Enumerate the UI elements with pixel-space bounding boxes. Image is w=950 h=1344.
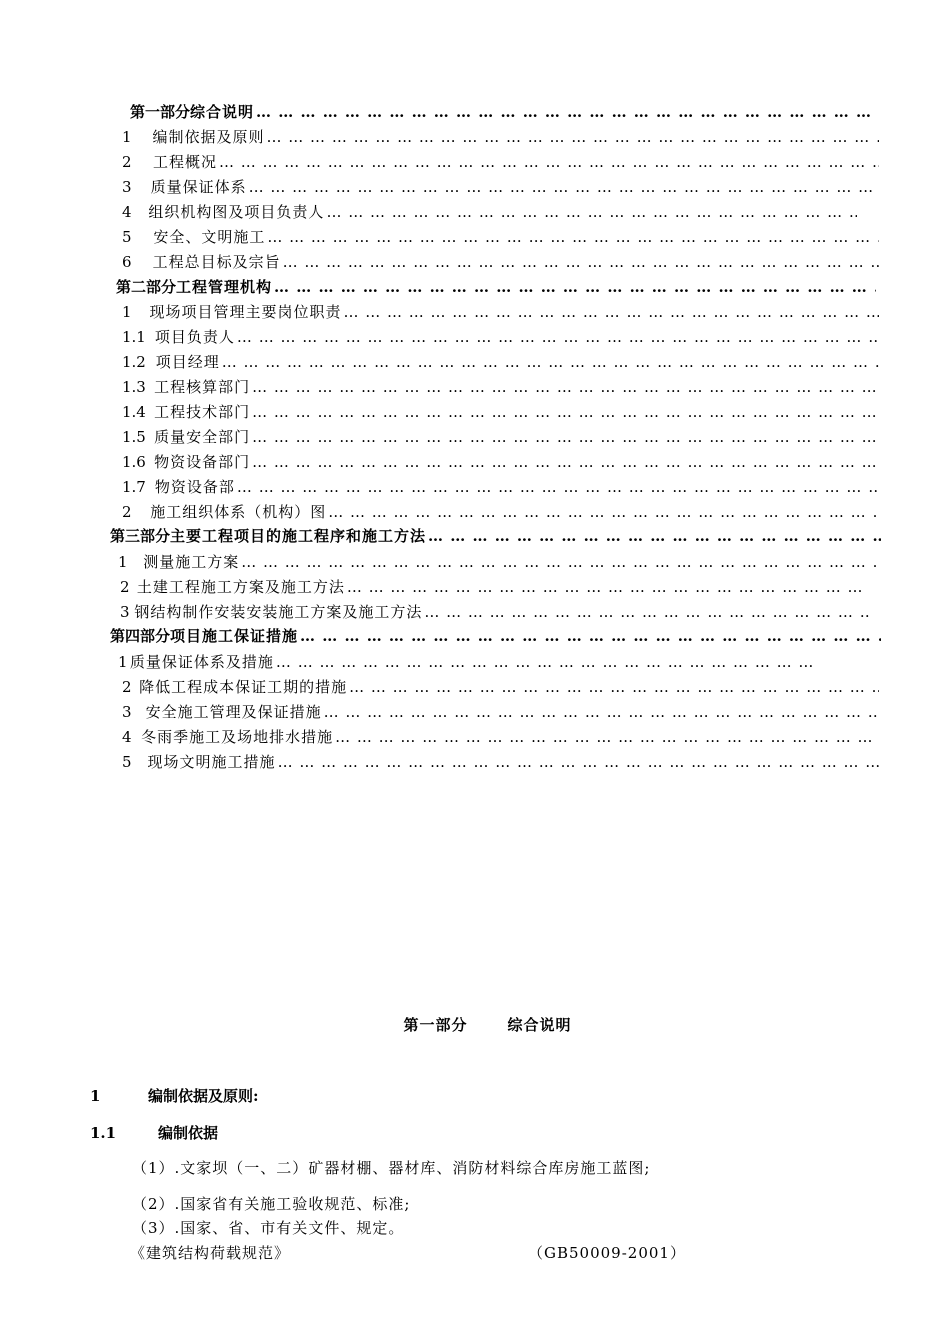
heading-1-title: 编制依据及原则:	[148, 1087, 259, 1105]
toc-title: 编制依据及原则	[152, 128, 265, 146]
toc-title: 项目经理	[155, 353, 220, 371]
section-name: 综合说明	[507, 1016, 572, 1034]
toc-leader-dots	[300, 624, 881, 648]
heading-2-title: 编制依据	[158, 1124, 219, 1142]
toc-title: 工程管理机构	[176, 278, 273, 296]
toc-leader-dots	[237, 325, 879, 349]
paragraph-1: （1）.文家坝（一、二）矿器材棚、器材库、消防材料综合库房施工蓝图;	[132, 1159, 651, 1177]
toc-title: 物资设备部门	[154, 453, 251, 471]
toc-leader-dots	[241, 550, 879, 574]
toc-leader-dots	[252, 450, 879, 474]
toc-entry	[122, 750, 879, 774]
toc-number: 2	[122, 153, 132, 171]
toc-leader-dots	[328, 500, 879, 524]
standard-name: 《建筑结构荷载规范》	[130, 1244, 291, 1262]
toc-leader-dots	[424, 600, 869, 624]
toc-title: 项目负责人	[154, 328, 235, 346]
toc-leader-dots	[252, 425, 879, 449]
toc-title: 工程核算部门	[154, 378, 251, 396]
toc-entry	[122, 375, 879, 399]
toc-number: 2	[122, 678, 132, 696]
toc-leader-dots	[347, 575, 869, 599]
toc-title: 质量保证体系及措施	[129, 653, 274, 671]
toc-entry	[122, 150, 879, 174]
toc-number: 1	[118, 653, 128, 671]
toc-number: 1.2	[122, 353, 146, 371]
heading-2-number: 1.1	[90, 1124, 117, 1142]
toc-leader-dots	[349, 675, 879, 699]
toc-number: 2	[122, 503, 132, 521]
toc-entry	[122, 475, 879, 499]
toc-number: 3	[122, 178, 132, 196]
toc-title: 综合说明	[190, 103, 255, 121]
toc-number: 1	[122, 303, 132, 321]
toc-number: 1.3	[122, 378, 146, 396]
toc-number: 1.6	[122, 453, 146, 471]
toc-title: 物资设备部	[154, 478, 235, 496]
toc-title: 项目施工保证措施	[170, 627, 299, 645]
toc-entry	[118, 550, 879, 574]
toc-leader-dots	[278, 750, 879, 774]
toc-leader-dots	[428, 524, 881, 548]
toc-leader-dots	[274, 275, 876, 299]
paragraph-3: （3）.国家、省、市有关文件、规定。	[132, 1219, 405, 1237]
toc-title: 钢结构制作安装安装施工方案及施工方法	[134, 603, 423, 621]
toc-part-line	[110, 524, 881, 548]
section-title	[0, 1013, 950, 1037]
toc-entry	[120, 600, 869, 624]
toc-title: 安全施工管理及保证措施	[145, 703, 322, 721]
toc-entry	[122, 225, 879, 249]
toc-number: 5	[122, 753, 132, 771]
toc-leader-dots	[283, 250, 879, 274]
toc-leader-dots	[219, 150, 879, 174]
toc-entry	[122, 350, 879, 374]
toc-title: 主要工程项目的施工程序和施工方法	[170, 527, 427, 545]
toc-title: 冬雨季施工及场地排水措施	[141, 728, 334, 746]
toc-number: 1	[122, 128, 132, 146]
paragraph-2: （2）.国家省有关施工验收规范、标准;	[132, 1195, 411, 1213]
toc-leader-dots	[252, 375, 879, 399]
section-part: 第一部分	[403, 1016, 468, 1034]
toc-number: 1.5	[122, 428, 146, 446]
toc-leader-dots	[249, 175, 879, 199]
heading-1	[90, 1084, 259, 1108]
toc-entry	[122, 675, 879, 699]
toc-title: 降低工程成本保证工期的措施	[139, 678, 348, 696]
toc-leader-dots	[335, 725, 879, 749]
toc-number: 第三部分	[110, 527, 171, 545]
toc-entry	[122, 200, 857, 224]
toc-leader-dots	[237, 475, 879, 499]
toc-number: 第二部分	[116, 278, 177, 296]
toc-part-line	[116, 275, 876, 299]
toc-title: 组织机构图及项目负责人	[148, 203, 325, 221]
standard-code: （GB50009-2001）	[528, 1244, 686, 1262]
toc-entry	[122, 500, 879, 524]
toc-leader-dots	[222, 350, 879, 374]
toc-leader-dots	[256, 100, 875, 124]
toc-number: 3	[120, 603, 130, 621]
toc-number: 4	[122, 203, 132, 221]
toc-title: 现场文明施工措施	[147, 753, 276, 771]
toc-title: 安全、文明施工	[153, 228, 266, 246]
toc-number: 1	[118, 553, 128, 571]
heading-2	[90, 1121, 218, 1145]
toc-number: 2	[120, 578, 130, 596]
toc-number: 5	[122, 228, 132, 246]
toc-leader-dots	[252, 400, 879, 424]
heading-1-number: 1	[90, 1087, 101, 1105]
toc-entry	[122, 300, 879, 324]
toc-number: 第四部分	[110, 627, 171, 645]
toc-entry	[122, 175, 879, 199]
toc-number: 3	[122, 703, 132, 721]
toc-number: 6	[122, 253, 132, 271]
toc-entry	[122, 325, 879, 349]
toc-leader-dots	[343, 300, 879, 324]
toc-entry	[122, 450, 879, 474]
toc-leader-dots	[324, 700, 879, 724]
toc-number: 1.1	[122, 328, 146, 346]
toc-title: 工程技术部门	[154, 403, 251, 421]
toc-title: 土建工程施工方案及施工方法	[136, 578, 345, 596]
toc-part-line	[110, 624, 881, 648]
toc-title: 施工组织体系（机构）图	[150, 503, 327, 521]
toc-title: 工程概况	[152, 153, 217, 171]
toc-entry	[118, 650, 818, 674]
toc-title: 测量施工方案	[143, 553, 240, 571]
toc-entry	[122, 425, 879, 449]
toc-entry	[122, 250, 879, 274]
toc-title: 质量安全部门	[154, 428, 251, 446]
toc-title: 工程总目标及宗旨	[152, 253, 281, 271]
toc-number: 1.4	[122, 403, 146, 421]
toc-part-line	[130, 100, 875, 124]
toc-entry	[122, 725, 879, 749]
toc-leader-dots	[276, 650, 818, 674]
toc-title: 现场项目管理主要岗位职责	[149, 303, 342, 321]
toc-entry	[120, 575, 869, 599]
toc-leader-dots	[267, 225, 879, 249]
toc-leader-dots	[326, 200, 857, 224]
toc-entry	[122, 125, 879, 149]
toc-entry	[122, 400, 879, 424]
toc-number: 1.7	[122, 478, 146, 496]
toc-entry	[122, 700, 879, 724]
toc-leader-dots	[267, 125, 879, 149]
toc-title: 质量保证体系	[150, 178, 247, 196]
toc-number: 4	[122, 728, 132, 746]
toc-number: 第一部分	[130, 103, 191, 121]
